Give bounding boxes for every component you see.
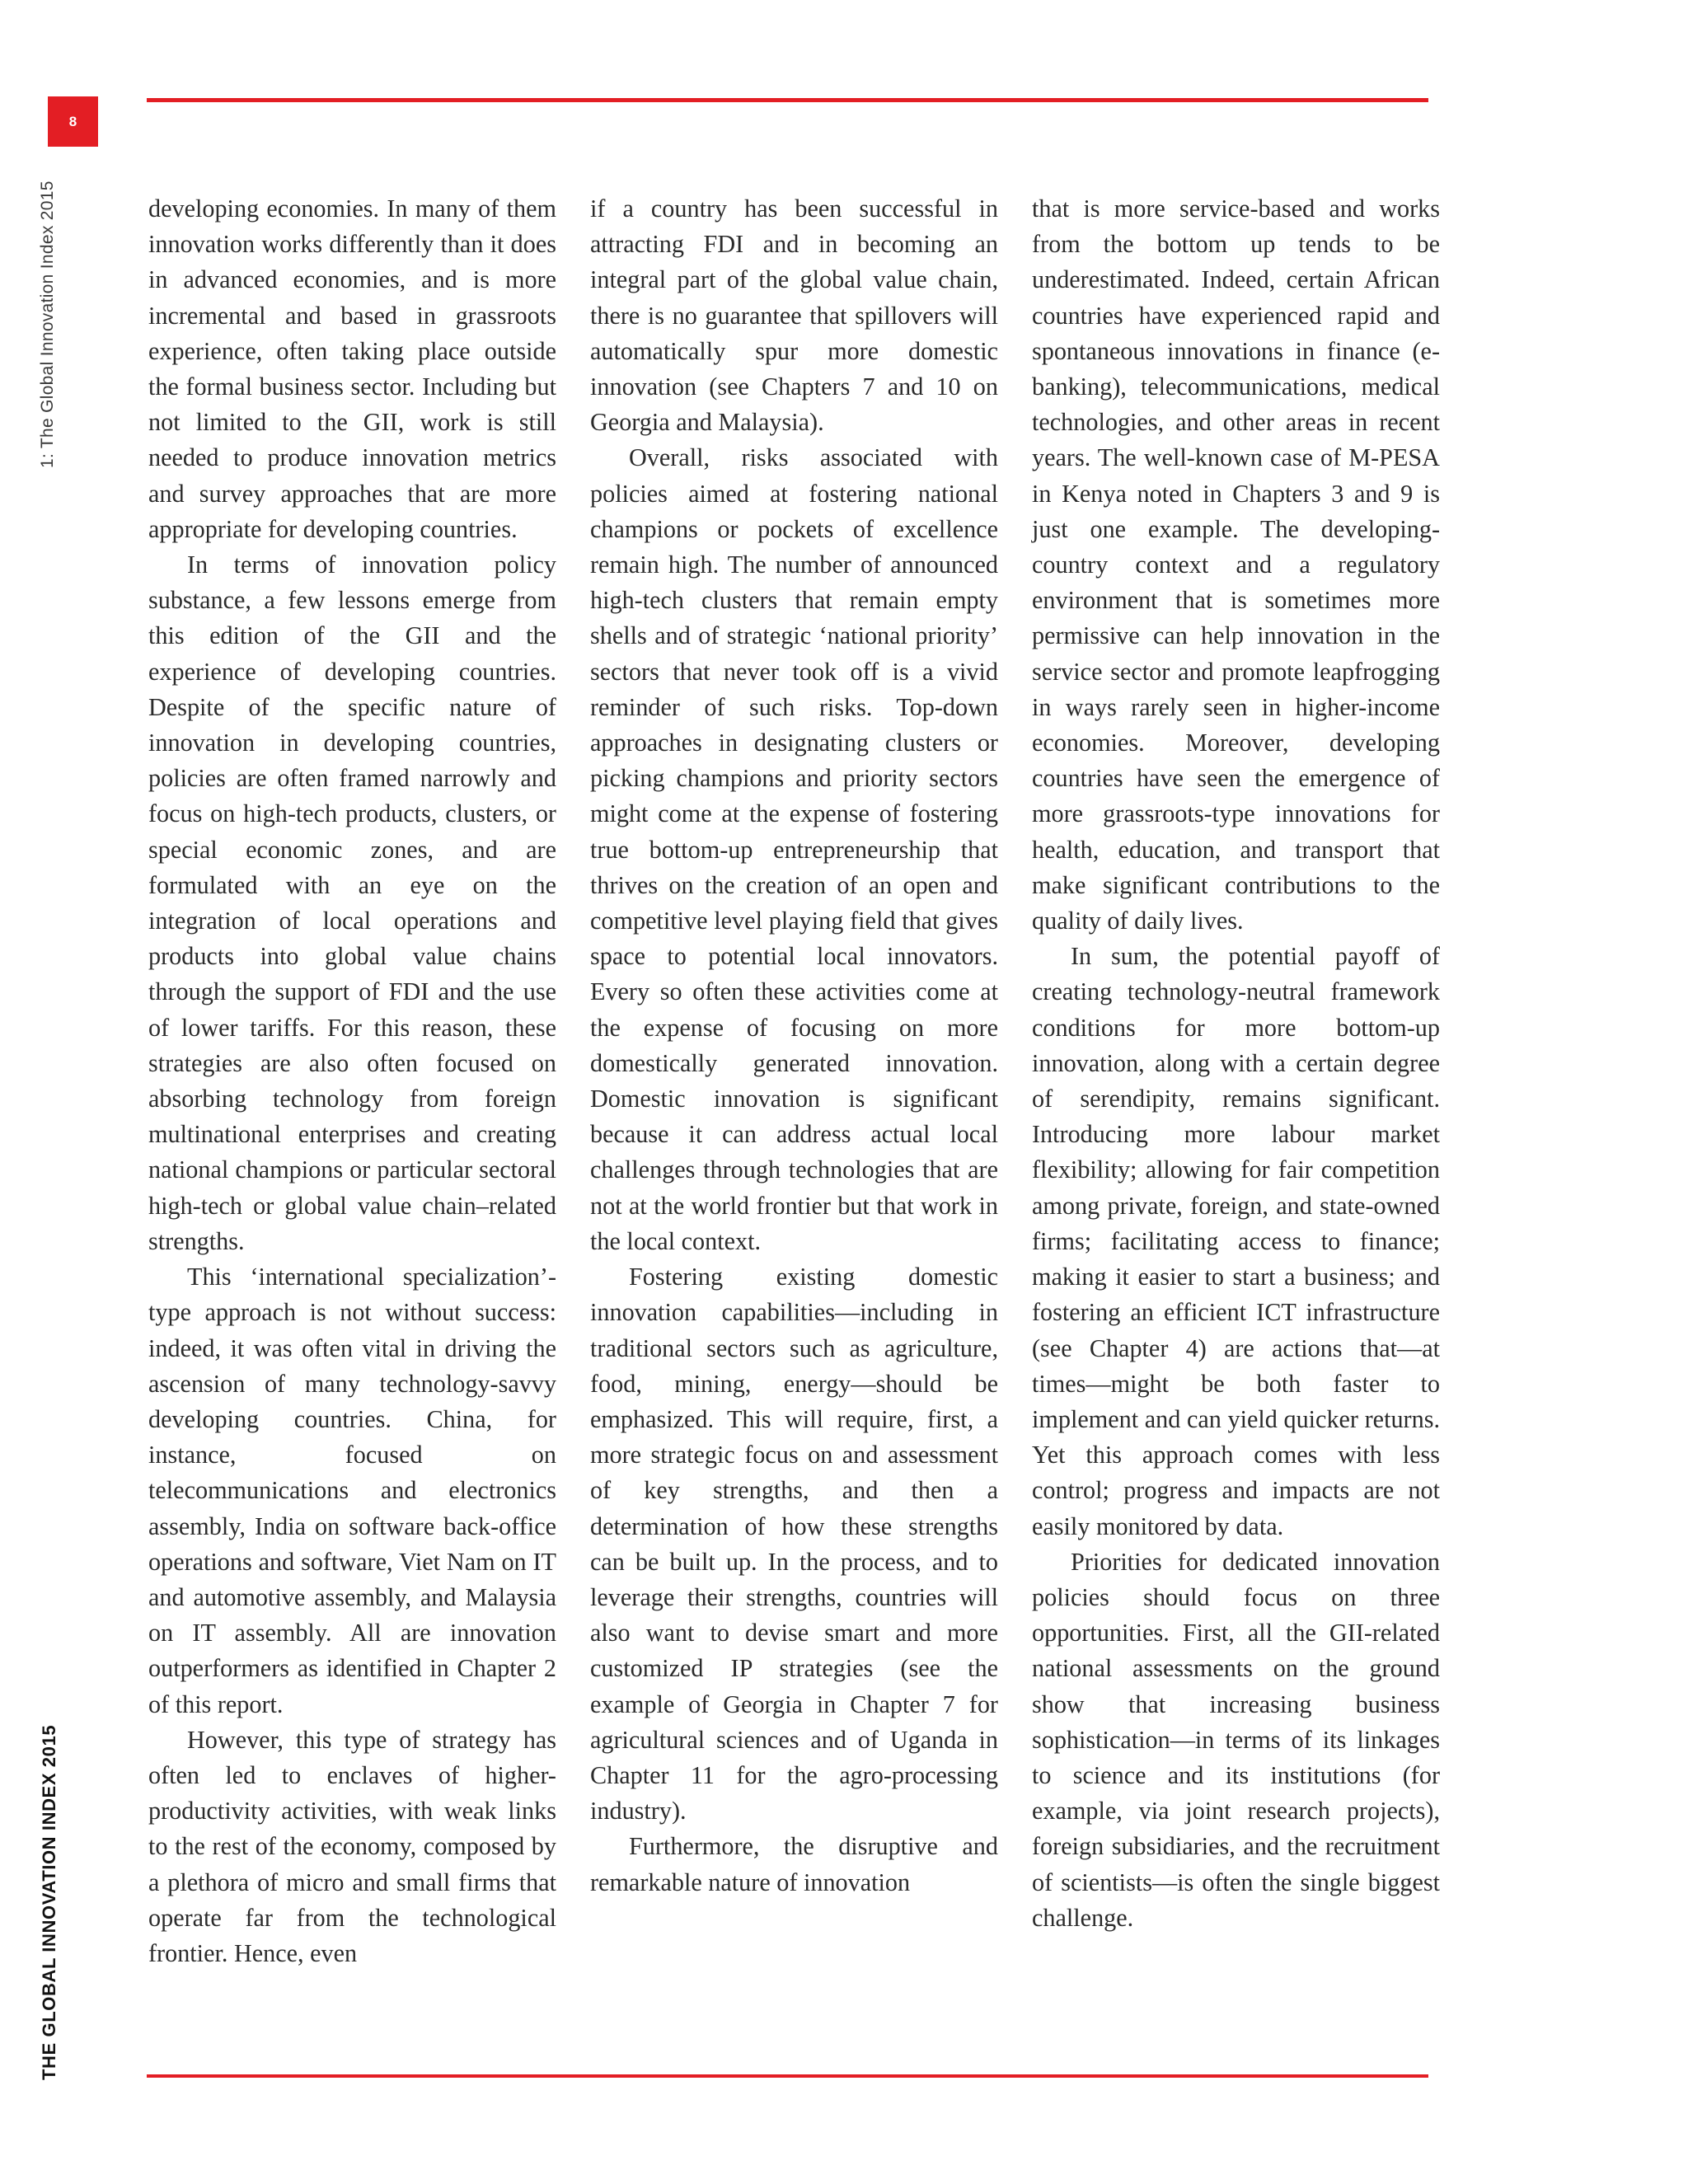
paragraph: Overall, risks associated with policies aimed at fostering national champions or pockets of excellence remain high. The number of announced high-tech clusters that remain empty shells and of strategic ‘national priority’ sectors that never took off is a vivid reminder of such risks. Top-down approaches in designating clusters or picking champions and priority sectors might come at the expense of fostering true bottom-up entrepreneurship that thrives on the creation of an open and competitive level playing field that gives space to potential local innovators. Every so often these activities come at the expense of focusing on more domestically generated innovation. Domestic innovation is significant because it can address actual local challenges through technologies that are not at the world frontier but that work in the local context. (590, 443, 998, 1255)
paragraph: Furthermore, the disruptive and remarkable nature of innovation (590, 1832, 998, 1896)
paragraph: However, this type of strategy has often led to enclaves of higher-productivity activities, with weak links to the rest of the economy, composed by a plethora of micro and small firms that operate far from the technological frontier. Hence, even (148, 1725, 556, 1967)
paragraph: that is more service-based and works from the bottom up tends to be underestimated. Indeed, certain African countries have experienced rapid and spontaneous innovations in finance (e-banking), telecommunications, medical technologies, and other areas in recent years. The well-known case of M-PESA in Kenya noted in Chapters 3 and 9 is just one example. The developing-country context and a regulatory environment that is sometimes more permissive can help innovation in the service sector and promote leapfrogging in ways rarely seen in higher-income economies. Moreover, developing countries have seen the emergence of more grassroots-type innovations for health, education, and transport that make significant contributions to the quality of daily lives. (1032, 194, 1440, 935)
text-column-3 (1032, 191, 1440, 1936)
text-column-2 (590, 191, 998, 1900)
report-running-title: THE GLOBAL INNOVATION INDEX 2015 (39, 1724, 59, 2080)
chapter-running-head: 1: The Global Innovation Index 2015 (38, 180, 57, 468)
text-column-1 (148, 191, 556, 1971)
page-number: 8 (48, 96, 98, 147)
paragraph: developing economies. In many of them innovation works differently than it does in advanced economies, and is more incremental and based in grassroots experience, often taking place outside the formal business sector. Including but not limited to the GII, work is still needed to produce innovation metrics and survey approaches that are more appropriate for developing countries. (148, 194, 556, 543)
paragraph: if a country has been successful in attracting FDI and in becoming an integral part of the global value chain, there is no guarantee that spillovers will automatically spur more domestic innovation (see Chapters 7 and 10 on Georgia and Malaysia). (590, 194, 998, 437)
paragraph: Fostering existing domestic innovation capabilities—including in traditional sectors such as agriculture, food, mining, energy—should be emphasized. This will require, first, a more strategic focus on and assessment of key strengths, and then a determination of how these strengths can be built up. In the process, and to leverage their strengths, countries will also want to devise smart and more customized IP strategies (see the example of Georgia in Chapter 7 for agricultural sciences and of Uganda in Chapter 11 for the agro-processing industry). (590, 1263, 998, 1825)
paragraph: In sum, the potential payoff of creating technology-neutral framework conditions for more bottom-up innovation, along with a certain degree of serendipity, remains significant. Introducing more labour market flexibility; allowing for fair competition among private, foreign, and state-owned firms; facilitating access to finance; making it easier to start a business; and fostering an efficient ICT infrastructure (see Chapter 4) are actions that—at times—might be both faster to implement and can yield quicker returns. Yet this approach comes with less control; progress and impacts are not easily monitored by data. (1032, 942, 1440, 1540)
paragraph: In terms of innovation policy substance, a few lessons emerge from this edition of the GII and the experience of developing countries. Despite of the specific nature of innovation in developing countries, policies are often framed narrowly and focus on high-tech products, clusters, or special economic zones, and are formulated with an eye on the integration of local operations and products into global value chains through the support of FDI and the use of lower tariffs. For this reason, these strategies are also often focused on absorbing technology from foreign multinational enterprises and creating national champions or particular sectoral high-tech or global value chain–related strengths. (148, 551, 556, 1255)
paragraph: This ‘international specialization’-type approach is not without success: indeed, it was often vital in driving the ascension of many technology-savvy developing countries. China, for instance, focused on telecommunications and electronics assembly, India on software back-office operations and software, Viet Nam on IT and automotive assembly, and Malaysia on IT assembly. All are innovation outperformers as identified in Chapter 2 of this report. (148, 1263, 556, 1718)
paragraph: Priorities for dedicated innovation policies should focus on three opportunities. First, all the GII-related national assessments on the ground show that increasing business sophistication—in terms of its linkages to science and its institutions (for example, via joint research projects), foreign subsidiaries, and the recruitment of scientists—is often the single biggest challenge. (1032, 1547, 1440, 1932)
bottom-rule (147, 2074, 1428, 2078)
top-rule (147, 98, 1428, 102)
